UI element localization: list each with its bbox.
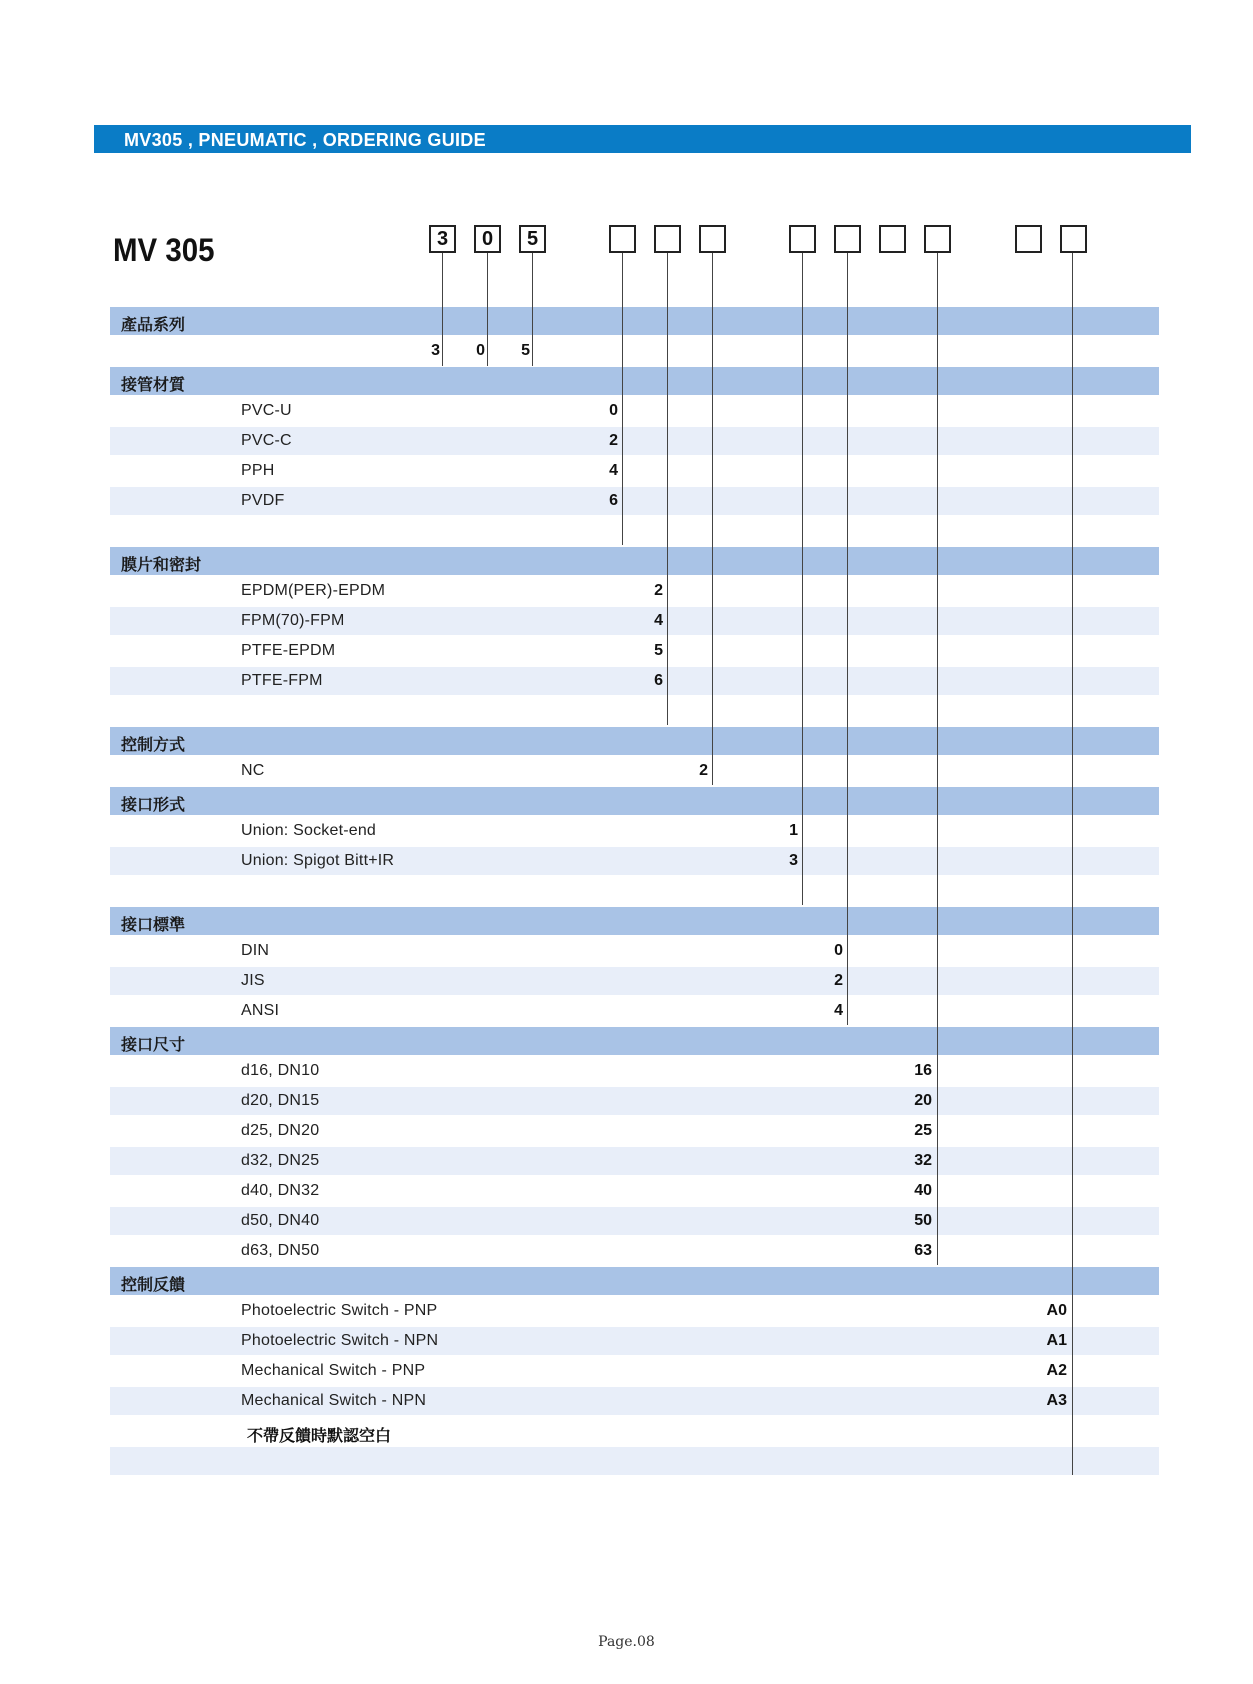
connector-line	[667, 253, 668, 725]
connector-line	[802, 253, 803, 905]
connector-line	[712, 253, 713, 785]
option-code: A3	[1046, 1392, 1067, 1409]
option-code: 32	[914, 1152, 932, 1169]
option-label: PVDF	[241, 492, 285, 509]
option-label: ANSI	[241, 1002, 280, 1019]
option-code: 4	[654, 612, 663, 629]
option-code: 3	[789, 852, 798, 869]
header-band-standard	[110, 907, 1159, 935]
connector-line	[937, 253, 938, 1265]
option-code: 2	[699, 762, 708, 779]
option-label: d32, DN25	[241, 1152, 320, 1169]
section-title-control: 控制方式	[121, 737, 186, 754]
section-banner	[94, 125, 1191, 153]
zebra-row	[110, 967, 1159, 995]
option-label: PVC-C	[241, 432, 292, 449]
option-code: 6	[609, 492, 618, 509]
option-label: d63, DN50	[241, 1242, 320, 1259]
section-title-feedback: 控制反饋	[121, 1277, 186, 1294]
header-band-series	[110, 307, 1159, 335]
section-title-series: 產品系列	[121, 317, 186, 334]
option-label: EPDM(PER)-EPDM	[241, 582, 386, 599]
section-title-diaphragm: 膜片和密封	[121, 557, 202, 574]
banner-title: MV305 , PNEUMATIC , ORDERING GUIDE	[124, 130, 486, 150]
section-title-standard: 接口標準	[121, 917, 186, 934]
series-code-1: 3	[431, 342, 440, 359]
section-title-size: 接口尺寸	[121, 1037, 186, 1054]
connector-line	[622, 253, 623, 545]
series-code-3: 5	[521, 342, 530, 359]
option-code: 25	[914, 1122, 932, 1139]
option-code: 6	[654, 672, 663, 689]
option-label: Union: Spigot Bitt+IR	[241, 852, 395, 869]
option-label: NC	[241, 762, 265, 779]
option-label: d16, DN10	[241, 1062, 320, 1079]
code-box-10	[924, 225, 951, 253]
option-code: 0	[609, 402, 618, 419]
header-band-connection	[110, 787, 1159, 815]
option-label: PTFE-FPM	[241, 672, 323, 689]
connector-line	[442, 253, 443, 366]
section-title-material: 接管材質	[121, 377, 186, 394]
option-code: 40	[914, 1182, 932, 1199]
series-code-2: 0	[476, 342, 485, 359]
option-code: A2	[1046, 1362, 1067, 1379]
connector-line	[487, 253, 488, 366]
option-label: FPM(70)-FPM	[241, 612, 345, 629]
header-band-size	[110, 1027, 1159, 1055]
option-label: Photoelectric Switch - NPN	[241, 1332, 439, 1349]
option-code: 16	[914, 1062, 932, 1079]
option-code: 1	[789, 822, 798, 839]
option-label: Union: Socket-end	[241, 822, 377, 839]
connector-line	[532, 253, 533, 366]
zebra-row	[110, 1447, 1159, 1475]
option-code: 4	[834, 1002, 843, 1019]
code-box-3: 5	[519, 225, 546, 253]
option-code: 2	[654, 582, 663, 599]
option-code: A0	[1046, 1302, 1067, 1319]
code-box-12	[1060, 225, 1087, 253]
option-label: Photoelectric Switch - PNP	[241, 1302, 438, 1319]
option-code: A1	[1046, 1332, 1067, 1349]
section-title-connection: 接口形式	[121, 797, 186, 814]
option-code: 4	[609, 462, 618, 479]
option-code: 63	[914, 1242, 932, 1259]
option-label: d25, DN20	[241, 1122, 320, 1139]
option-label: Mechanical Switch - NPN	[241, 1392, 427, 1409]
header-band-control	[110, 727, 1159, 755]
code-box-2: 0	[474, 225, 501, 253]
option-label: d20, DN15	[241, 1092, 320, 1109]
header-band-material	[110, 367, 1159, 395]
option-code: 5	[654, 642, 663, 659]
code-box-9	[879, 225, 906, 253]
option-code: 0	[834, 942, 843, 959]
connector-line	[847, 253, 848, 1025]
feedback-note: 不帶反饋時默認空白	[247, 1428, 392, 1445]
header-band-diaphragm	[110, 547, 1159, 575]
option-label: JIS	[241, 972, 265, 989]
connector-line	[1072, 253, 1073, 1475]
option-label: PTFE-EPDM	[241, 642, 336, 659]
model-title: MV 305	[113, 232, 215, 268]
option-code: 50	[914, 1212, 932, 1229]
code-box-6	[699, 225, 726, 253]
code-box-5	[654, 225, 681, 253]
option-code: 20	[914, 1092, 932, 1109]
code-box-11	[1015, 225, 1042, 253]
code-box-1: 3	[429, 225, 456, 253]
code-box-8	[834, 225, 861, 253]
option-label: Mechanical Switch - PNP	[241, 1362, 426, 1379]
option-label: PPH	[241, 462, 275, 479]
header-band-feedback	[110, 1267, 1159, 1295]
option-label: DIN	[241, 942, 270, 959]
code-box-7	[789, 225, 816, 253]
option-label: d40, DN32	[241, 1182, 320, 1199]
option-label: PVC-U	[241, 402, 292, 419]
option-code: 2	[609, 432, 618, 449]
code-box-4	[609, 225, 636, 253]
page-number: Page.08	[598, 1634, 655, 1650]
option-label: d50, DN40	[241, 1212, 320, 1229]
option-code: 2	[834, 972, 843, 989]
